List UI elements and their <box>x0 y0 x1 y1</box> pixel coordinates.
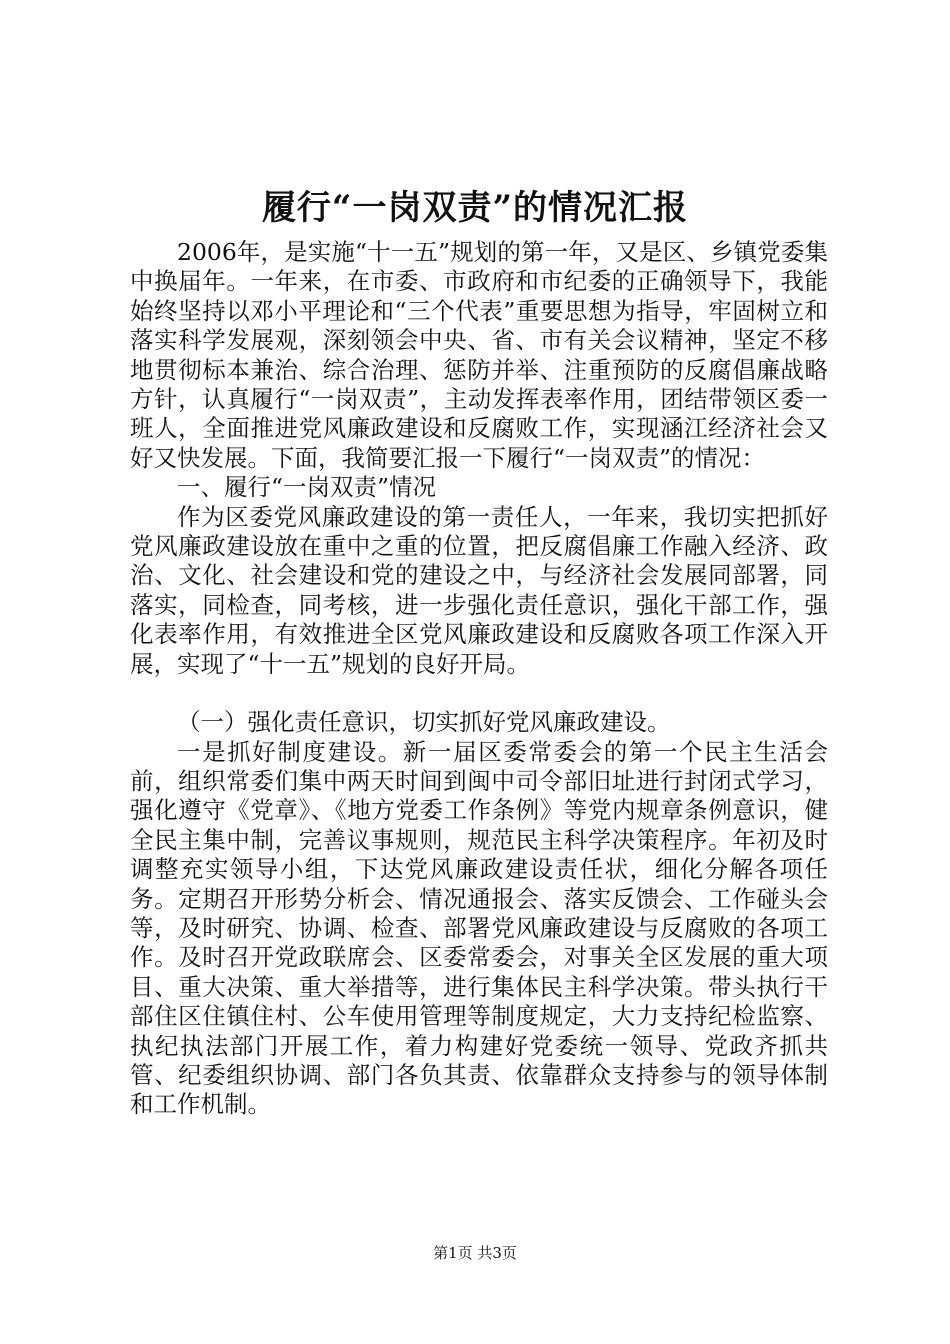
subsection-heading: （一）强化责任意识，切实抓好党风廉政建设。 <box>177 708 671 737</box>
section-paragraph: 作为区委党风廉政建设的第一责任人，一年来，我切实把抓好党风廉政建设放在重中之重的位置，把反腐倡廉工作融入经济、政治、文化、社会建设和党的建设之中，与经济社会发展同部署，同落实，同检查，同考核，进一步强化责任意识，强化干部工作，强化表率作用，有效推进全区党风廉政建设和反腐败各项工作深入开展，实现了“十一五”规划的良好开局。 <box>130 502 828 678</box>
page-number: 第1页 共3页 <box>433 1244 517 1262</box>
section-heading: 一、履行“一岗双责”情况 <box>177 473 437 502</box>
intro-paragraph: 2006年，是实施“十一五”规划的第一年，又是区、乡镇党委集中换届年。一年来，在市委、市政府和市纪委的正确领导下，我能始终坚持以邓小平理论和“三个代表”重要思想为指导，牢固树立和落实科学发展观，深刻领会中央、省、市有关会议精神，坚定不移地贯彻标本兼治、综合治理、惩防并举、注重预防的反腐倡廉战略方针，认真履行“一岗双责”，主动发挥表率作用，团结带领区委一班人，全面推进党风廉政建设和反腐败工作，实现涵江经济社会又好又快发展。下面，我简要汇报一下履行“一岗双责”的情况： <box>130 238 828 472</box>
document-title: 履行“一岗双责”的情况汇报 <box>261 188 689 228</box>
subsection-paragraph: 一是抓好制度建设。新一届区委常委会的第一个民主生活会前，组织常委们集中两天时间到闽中司令部旧址进行封闭式学习，强化遵守《党章》、《地方党委工作条例》等党内规章条例意识，健全民主集中制，完善议事规则，规范民主科学决策程序。年初及时调整充实领导小组，下达党风廉政建设责任状，细化分解各项任务。定期召开形势分析会、情况通报会、落实反馈会、工作碰头会等，及时研究、协调、检查、部署党风廉政建设与反腐败的各项工作。及时召开党政联席会、区委常委会，对事关全区发展的重大项目、重大决策、重大举措等，进行集体民主科学决策。带头执行干部住区住镇住村、公车使用管理等制度规定，大力支持纪检监察、执纪执法部门开展工作，着力构建好党委统一领导、党政齐抓共管、纪委组织协调、部门各负其责、依靠群众支持参与的领导体制和工作机制。 <box>130 737 828 1119</box>
document-body <box>130 238 828 1120</box>
